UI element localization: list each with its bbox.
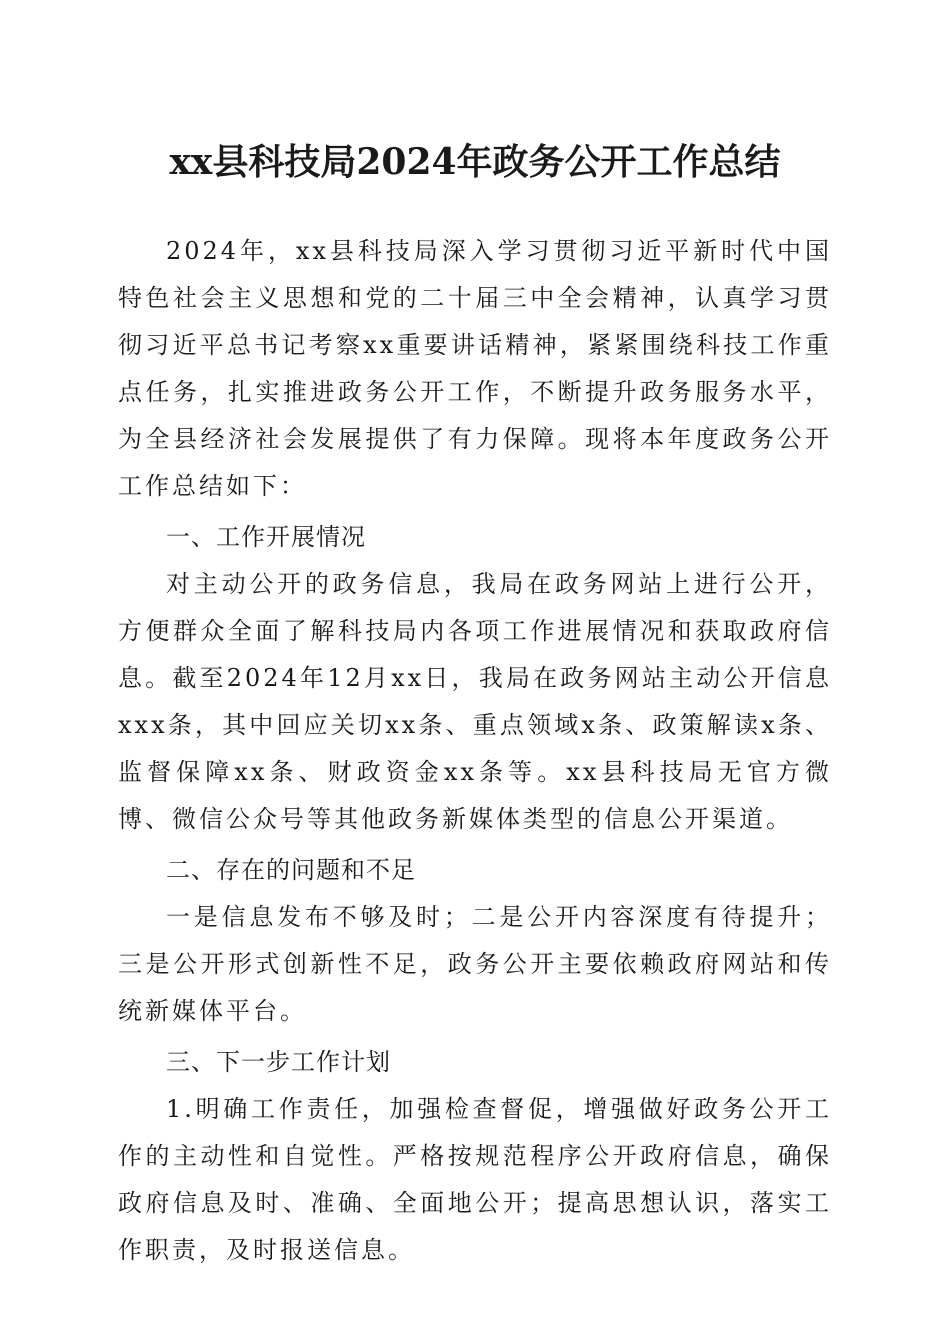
section-heading-next-plan: 三、下一步工作计划 [166,1048,391,1076]
section-paragraph-next-plan: 1.明确工作责任，加强检查督促，增强做好政务公开工作的主动性和自觉性。严格按规范程序公开政府信息，确保政府信息及时、准确、全面地公开；提高思想认识，落实工作职责，及时报送信息。 [118,1095,832,1264]
document-title: xx县科技局2024年政务公开工作总结 [169,141,781,183]
section-heading-work-status: 一、工作开展情况 [166,523,366,551]
section-heading-problems: 二、存在的问题和不足 [166,856,416,884]
section-paragraph-work-status: 对主动公开的政务信息，我局在政务网站上进行公开，方便群众全面了解科技局内各项工作进展情况和获取政府信息。截至2024年12月xx日，我局在政务网站主动公开信息xxx条，其中回应关切xx条、重点领域x条、政策解读x条、监督保障xx条、财政资金xx条等。xx县科技局无官方微博、微信公众号等其他政务新媒体类型的信息公开渠道。 [118,570,832,833]
document-body [118,228,832,1274]
intro-paragraph: 2024年，xx县科技局深入学习贯彻习近平新时代中国特色社会主义思想和党的二十届三中全会精神，认真学习贯彻习近平总书记考察xx重要讲话精神，紧紧围绕科技工作重点任务，扎实推进政务公开工作，不断提升政务服务水平，为全县经济社会发展提供了有力保障。现将本年度政务公开工作总结如下： [118,237,832,500]
section-paragraph-problems: 一是信息发布不够及时；二是公开内容深度有待提升；三是公开形式创新性不足，政务公开主要依赖政府网站和传统新媒体平台。 [118,903,832,1025]
